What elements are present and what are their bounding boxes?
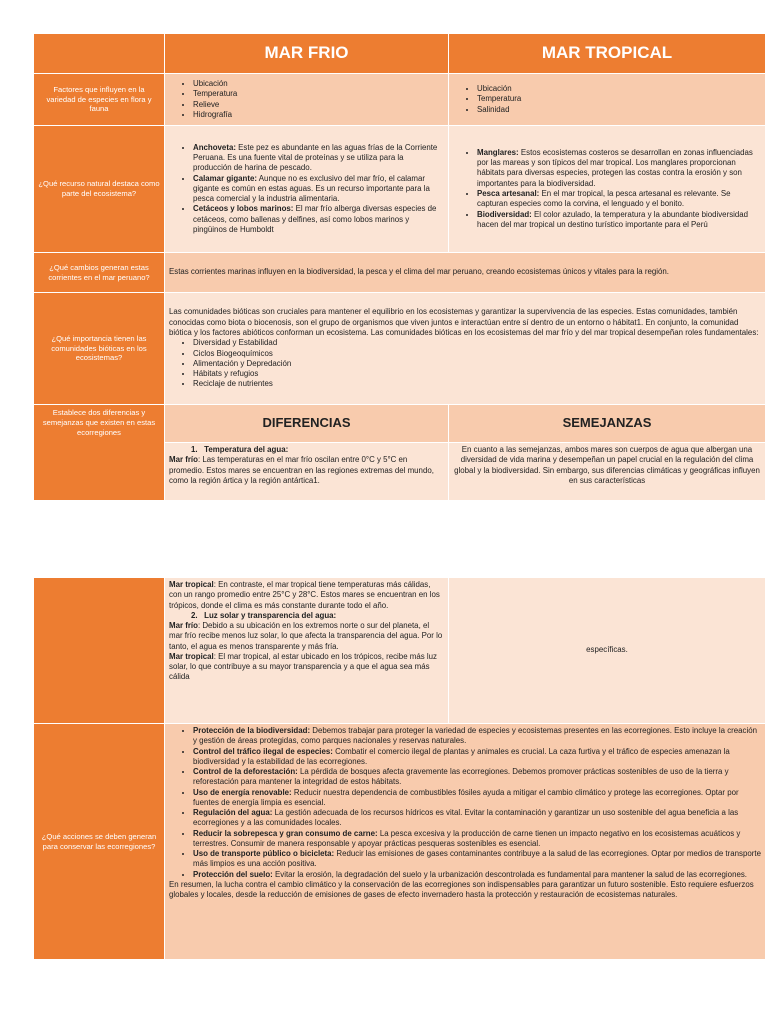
header-empty-cell bbox=[34, 34, 165, 74]
list-item-text: Aunque no es exclusivo del mar frío, el calamar gigante es común en estas aguas. Es un recurso importante para la pesca comercial y la industria alimentaria. bbox=[193, 173, 430, 204]
page1-table bbox=[33, 33, 766, 501]
list-item: • Relieve bbox=[193, 100, 444, 110]
list-item-text: El color azulado, la temperatura y la abundante biodiversidad hacen del mar tropical un destino turístico importante para el Perú bbox=[477, 209, 749, 229]
semejanzas-title: SEMEJANZAS bbox=[449, 405, 766, 443]
diff2-frio-text: : Debido a su ubicación en los extremos norte o sur del planeta, el mar frío recibe menos luz solar, lo que afecta la transparencia del agua. Por lo tanto, el agua es menos transparente y más fría. bbox=[169, 621, 443, 651]
row-acciones bbox=[34, 724, 766, 960]
list-item-term: Uso de transporte público o bicicleta: bbox=[193, 849, 335, 859]
factores-frio-list bbox=[169, 79, 444, 120]
list-item-term: Calamar gigante: bbox=[193, 173, 258, 183]
question-recurso: ¿Qué recurso natural destaca como parte del ecosistema? bbox=[34, 126, 165, 253]
list-item-text: Debemos trabajar para proteger la variedad de especies y ecosistemas presentes en las ecorregiones. Esto incluye la creación y gestión de áreas protegidas, como parques nacionales y reservas naturales. bbox=[193, 726, 758, 746]
list-item: • Ubicación bbox=[193, 79, 444, 89]
list-item bbox=[193, 767, 761, 788]
list-item: • Reciclaje de nutrientes bbox=[193, 379, 761, 389]
list-item: • Diversidad y Estabilidad bbox=[193, 338, 761, 348]
list-item-text: La pesca excesiva y la producción de carne tienen un impacto negativo en los ecosistemas acuáticos y terrestres. Consumir de manera responsable y apoyar prácticas pesqueras sostenibles es esencial. bbox=[193, 828, 741, 848]
diff1-frio-text: : Las temperaturas en el mar frío oscilan entre 0°C y 5°C en promedio. Estos mares se encuentran en las regiones extremas del mundo, como la región ártica y la región antártica1. bbox=[169, 455, 434, 485]
list-item: • Temperatura bbox=[193, 89, 444, 99]
recurso-frio-list bbox=[169, 143, 444, 235]
question-diferencias-cont bbox=[34, 578, 165, 724]
list-item bbox=[193, 204, 444, 235]
list-item-term: Cetáceos y lobos marinos: bbox=[193, 204, 294, 214]
question-importancia: ¿Qué importancia tienen las comunidades bióticas en los ecosistemas? bbox=[34, 293, 165, 405]
list-item-term: Uso de energía renovable: bbox=[193, 787, 292, 797]
list-item-text: Estos ecosistemas costeros se desarrollan en zonas influenciadas por las mareas y son típicos del mar tropical. Los manglares proporcionan hábitats para diversas especies, protegen las costas contra la erosión y son importantes para la biodiversidad. bbox=[477, 147, 753, 188]
list-item-text: La gestión adecuada de los recursos hídricos es vital. Evitar la contaminación y garantizar un uso sostenible del agua beneficia a las ecorregiones y a las comunidades locales. bbox=[193, 808, 739, 828]
list-item bbox=[193, 174, 444, 205]
diff2-tropical-text: : El mar tropical, al estar ubicado en los trópicos, recibe más luz solar, lo que contribuye a su mayor transparencia y a que el agua sea más cálida bbox=[169, 651, 437, 682]
list-item-text: El mar frío alberga diversas especies de cetáceos, como ballenas y delfines, así como lobos marinos y pingüinos de Humboldt bbox=[193, 204, 437, 234]
header-row bbox=[34, 34, 766, 74]
list-item: • Hidrografía bbox=[193, 110, 444, 120]
list-item-text: Combatir el comercio ilegal de plantas y animales es crucial. La caza furtiva y el tráfico de especies amenazan la biodiversidad y la estabilidad de las ecorregiones. bbox=[193, 746, 730, 766]
diff2-frio-term: Mar frío bbox=[169, 621, 198, 631]
list-item: • Hábitats y refugios bbox=[193, 369, 761, 379]
list-item: • Temperatura bbox=[477, 94, 761, 104]
recurso-frio bbox=[165, 126, 449, 253]
importancia-paragraph: Las comunidades bióticas son cruciales para mantener el equilibrio en los ecosistemas y garantizar la supervivencia de las especies. Estas comunidades, también conocidas como biota o biocenosis, son el grupo de organismos que viven juntos e interactúan entre sí dentro de un entorno o hábitat1. En conjunto, la comunidad biótica y los factores abióticos conforman un ecosistema. Las comunidades bióticas en los ecosistemas del mar frío y del mar tropical desempeñan roles fundamentales: bbox=[169, 307, 759, 337]
factores-tropical-list bbox=[453, 84, 761, 115]
diferencias-content bbox=[165, 443, 449, 501]
list-item bbox=[193, 849, 761, 870]
diff1-heading bbox=[169, 445, 444, 455]
list-item-text: En el mar tropical, la pesca artesanal es relevante. Se capturan especies como la corvina, el lenguado y el bonito. bbox=[477, 189, 731, 209]
list-item-text: Reducir las emisiones de gases contaminantes contribuye a la salud de las ecorregiones. Optar por medios de transporte más limpios es una acción positiva. bbox=[193, 849, 761, 869]
list-item bbox=[193, 726, 761, 747]
importancia-answer bbox=[165, 293, 766, 405]
list-item-term: Control de la deforestación: bbox=[193, 767, 298, 777]
diff1-frio bbox=[169, 455, 444, 486]
diff1-frio-term: Mar frío bbox=[169, 455, 198, 465]
diff2-number: 2. bbox=[191, 610, 198, 620]
row-cambios bbox=[34, 253, 766, 293]
list-item-text: Este pez es abundante en las aguas frías de la Corriente Peruana. Es una fuente vital de proteínas y se utiliza para la producción de harina de pescado. bbox=[193, 142, 438, 173]
semejanzas-content-cont: específicas. bbox=[449, 578, 766, 724]
diff1-tropical bbox=[169, 580, 444, 611]
question-cambios: ¿Qué cambios generan estas corrientes en el mar peruano? bbox=[34, 253, 165, 293]
list-item bbox=[193, 747, 761, 768]
list-item-term: Reducir la sobrepesca y gran consumo de carne: bbox=[193, 828, 378, 838]
list-item: • Ciclos Biogeoquímicos bbox=[193, 349, 761, 359]
semejanzas-content: En cuanto a las semejanzas, ambos mares son cuerpos de agua que albergan una diversidad de vida marina y desempeñan un papel crucial en la regulación del clima global y la biodiversidad. Sin embargo, sus diferencias climáticas y geográficas influyen en sus características bbox=[449, 443, 766, 501]
recurso-tropical-list bbox=[453, 148, 761, 230]
diff2-title: Luz solar y transparencia del agua: bbox=[204, 610, 337, 620]
diff2-tropical bbox=[169, 652, 444, 683]
list-item-term: Manglares: bbox=[477, 147, 519, 157]
list-item-term: Control del tráfico ilegal de especies: bbox=[193, 746, 333, 756]
header-mar-tropical: MAR TROPICAL bbox=[449, 34, 766, 74]
row-diferencias-cont bbox=[34, 578, 766, 724]
diff1-tropical-text: : En contraste, el mar tropical tiene temperaturas más cálidas, con un rango promedio entre 25°C y 28°C. Estos mares se encuentran en los trópicos, donde el clima es más constante durante todo el año. bbox=[169, 580, 440, 610]
acciones-summary: En resumen, la lucha contra el cambio climático y la conservación de las ecorregiones son indispensables para garantizar un futuro sostenible. Esto requiere esfuerzos globales y locales, desde la reducción de emisiones de gases de efecto invernadero hasta la protección y restauración de ecosistemas naturales. bbox=[169, 879, 754, 900]
recurso-tropical bbox=[449, 126, 766, 253]
list-item-text: Evitar la erosión, la degradación del suelo y la urbanización descontrolada es fundamental para mantener la salud de las ecorregiones. bbox=[272, 869, 747, 879]
cambios-answer: Estas corrientes marinas influyen en la biodiversidad, la pesca y el clima del mar peruano, creando ecosistemas únicos y vitales para la región. bbox=[165, 253, 766, 293]
diff1-tropical-term: Mar tropical bbox=[169, 580, 214, 589]
diff2-heading bbox=[169, 611, 444, 621]
list-item: • Salinidad bbox=[477, 105, 761, 115]
list-item-text: La pérdida de bosques afecta gravemente las ecorregiones. Debemos promover prácticas sostenibles de uso de la tierra y reforestación para mantener la integridad de estos hábitats. bbox=[193, 767, 729, 787]
row-importancia bbox=[34, 293, 766, 405]
list-item-term: Biodiversidad: bbox=[477, 209, 532, 219]
question-factores: Factores que influyen en la variedad de especies en flora y fauna bbox=[34, 74, 165, 126]
diff1-title: Temperatura del agua: bbox=[204, 445, 289, 454]
factores-frio bbox=[165, 74, 449, 126]
list-item bbox=[193, 870, 761, 880]
list-item-term: Protección del suelo: bbox=[193, 869, 273, 879]
question-diferencias: Establece dos diferencias y semejanzas que existen en estas ecorregiones bbox=[34, 405, 165, 501]
row-factores bbox=[34, 74, 766, 126]
header-mar-frio: MAR FRIO bbox=[165, 34, 449, 74]
list-item bbox=[477, 189, 761, 210]
list-item bbox=[477, 148, 761, 189]
acciones-list bbox=[169, 726, 761, 880]
importancia-list bbox=[169, 338, 761, 389]
row-recurso bbox=[34, 126, 766, 253]
list-item-term: Anchoveta: bbox=[193, 142, 236, 152]
list-item bbox=[193, 808, 761, 829]
list-item bbox=[193, 829, 761, 850]
list-item: • Alimentación y Depredación bbox=[193, 359, 761, 369]
list-item-term: Regulación del agua: bbox=[193, 808, 273, 818]
list-item-term: Protección de la biodiversidad: bbox=[193, 726, 311, 735]
list-item: • Ubicación bbox=[477, 84, 761, 94]
diferencias-content-cont bbox=[165, 578, 449, 724]
diff2-tropical-term: Mar tropical bbox=[169, 651, 214, 661]
list-item bbox=[193, 143, 444, 174]
diff1-number: 1. bbox=[191, 445, 198, 454]
factores-tropical bbox=[449, 74, 766, 126]
diferencias-title: DIFERENCIAS bbox=[165, 405, 449, 443]
list-item bbox=[193, 788, 761, 809]
question-acciones: ¿Qué acciones se deben generan para conservar las ecorregiones? bbox=[34, 724, 165, 960]
list-item-term: Pesca artesanal: bbox=[477, 189, 540, 198]
acciones-answer bbox=[165, 724, 766, 960]
list-item-text: Reducir nuestra dependencia de combustibles fósiles ayuda a mitigar el cambio climático y protege las ecorregiones. Optar por fuentes de energía limpia es esencial. bbox=[193, 787, 739, 807]
row-diferencias-header bbox=[34, 405, 766, 443]
diff2-frio bbox=[169, 621, 444, 652]
page2-table bbox=[33, 577, 766, 960]
list-item bbox=[477, 210, 761, 231]
